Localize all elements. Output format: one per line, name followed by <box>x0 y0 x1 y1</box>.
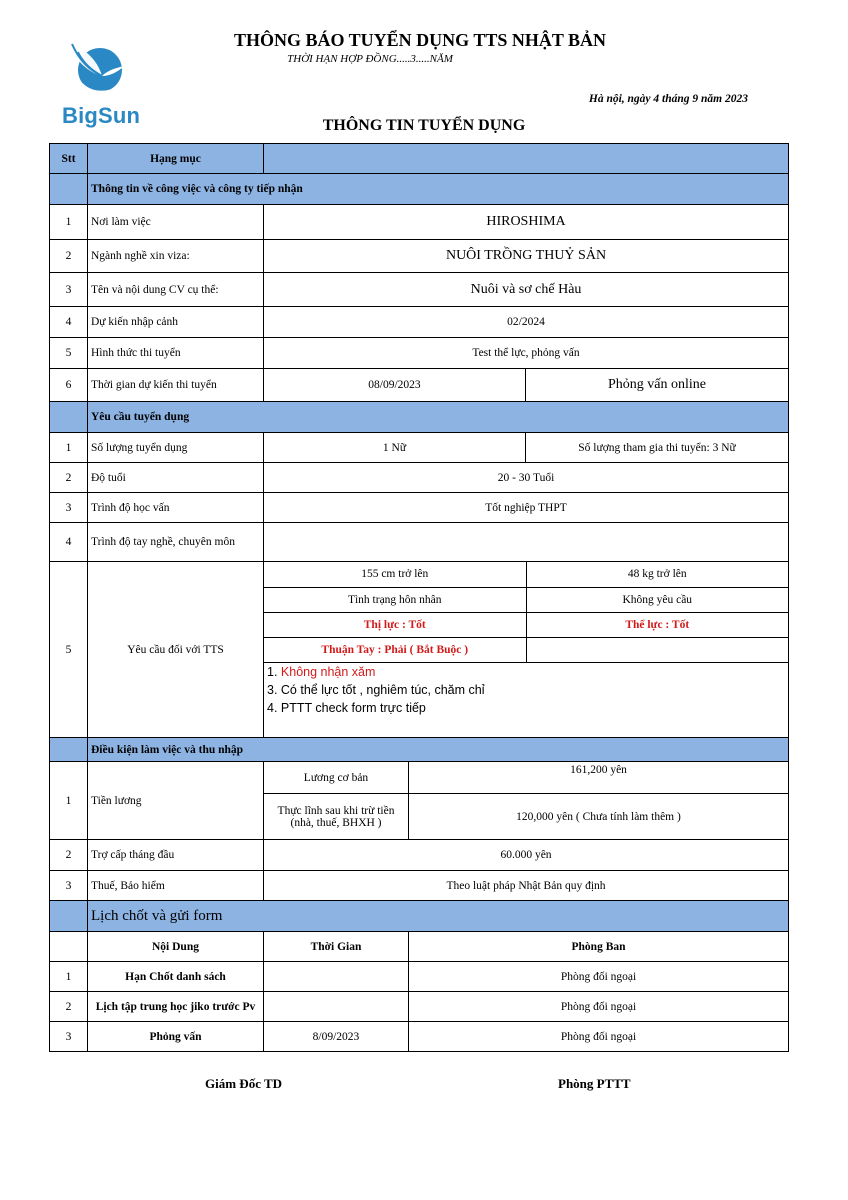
row-value: 02/2024 <box>264 307 789 338</box>
row-label: Độ tuổi <box>88 463 264 493</box>
row-no: 6 <box>50 369 88 402</box>
table-row <box>50 493 789 523</box>
row-no: 3 <box>50 493 88 523</box>
row-value: 1 Nữ <box>264 433 526 463</box>
header-item: Hạng mục <box>88 144 264 174</box>
row-value-2: Phỏng vấn online <box>526 369 789 402</box>
row-no: 5 <box>50 562 88 738</box>
schedule-dept: Phòng đối ngoại <box>409 1022 789 1052</box>
schedule-row <box>50 992 789 1022</box>
header-stt: Stt <box>50 144 88 174</box>
table-row <box>50 240 789 273</box>
section-row <box>50 402 789 433</box>
marital-value: Không yêu cầu <box>526 587 788 612</box>
tts-requirements <box>264 562 788 737</box>
row-label: Trình độ tay nghề, chuyên môn <box>88 523 264 562</box>
row-label: Yêu cầu đối với TTS <box>88 562 264 738</box>
section-title: Thông tin về công việc và công ty tiếp nhận <box>88 174 789 205</box>
page-title: THÔNG BÁO TUYỂN DỤNG TTS NHẬT BẢN <box>233 30 607 50</box>
row-label: Nơi làm việc <box>88 205 264 240</box>
table-row <box>50 433 789 463</box>
row-label: Tên và nội dung CV cụ thể: <box>88 273 264 307</box>
marital-label: Tình trạng hôn nhân <box>264 587 526 612</box>
schedule-dept: Phòng đối ngoại <box>409 992 789 1022</box>
section-heading: THÔNG TIN TUYỂN DỤNG <box>322 117 526 134</box>
schedule-time <box>264 962 409 992</box>
row-label: Trình độ học vấn <box>88 493 264 523</box>
row-value: 08/09/2023 <box>264 369 526 402</box>
row-value: Tốt nghiệp THPT <box>264 493 789 523</box>
handedness-requirement: Thuận Tay : Phải ( Bắt Buộc ) <box>264 637 526 662</box>
row-no: 1 <box>50 962 88 992</box>
table-row <box>50 369 789 402</box>
schedule-row <box>50 962 789 992</box>
net-salary-value: 120,000 yên ( Chưa tính làm thêm ) <box>409 794 789 840</box>
schedule-header-dept: Phòng Ban <box>409 932 789 962</box>
row-label: Trợ cấp tháng đầu <box>88 840 264 871</box>
row-no: 3 <box>50 273 88 307</box>
row-no: 4 <box>50 307 88 338</box>
row-value: 20 - 30 Tuổi <box>264 463 789 493</box>
table-row <box>50 871 789 901</box>
schedule-time <box>264 992 409 1022</box>
row-no: 5 <box>50 338 88 369</box>
row-no: 1 <box>50 762 88 840</box>
row-value: Nuôi và sơ chế Hàu <box>264 273 789 307</box>
requirement-item: 4. PTTT check form trực tiếp <box>267 700 426 715</box>
schedule-content: Hạn Chốt danh sách <box>88 962 264 992</box>
weight-requirement: 48 kg trở lên <box>526 562 788 587</box>
row-no: 4 <box>50 523 88 562</box>
table-row <box>50 205 789 240</box>
row-no: 2 <box>50 840 88 871</box>
section-title: Yêu cầu tuyển dụng <box>88 402 789 433</box>
section-row <box>50 174 789 205</box>
row-no: 2 <box>50 240 88 273</box>
table-row <box>50 762 789 794</box>
header-blank <box>264 144 789 174</box>
base-salary-label: Lương cơ bản <box>264 762 409 794</box>
row-label: Thời gian dự kiến thi tuyển <box>88 369 264 402</box>
schedule-content: Lịch tập trung học jiko trước Pv <box>88 992 264 1022</box>
table-row <box>50 562 789 738</box>
requirements-list: 1. Không nhận xăm 3. Có thể lực tốt , nghiêm túc, chăm chỉ 4. PTTT check form trực tiếp <box>264 662 788 737</box>
schedule-row <box>50 1022 789 1052</box>
signature-department: Phòng PTTT <box>558 1076 631 1091</box>
schedule-header-row <box>50 932 789 962</box>
row-no: 1 <box>50 433 88 463</box>
recruitment-table <box>49 143 789 1052</box>
table-row <box>50 307 789 338</box>
row-no: 3 <box>50 871 88 901</box>
row-no: 2 <box>50 463 88 493</box>
table-row <box>50 463 789 493</box>
row-value: NUÔI TRỒNG THUỶ SẢN <box>264 240 789 273</box>
fitness-requirement: Thể lực : Tốt <box>526 612 788 637</box>
height-requirement: 155 cm trở lên <box>264 562 526 587</box>
row-value: HIROSHIMA <box>264 205 789 240</box>
section-row <box>50 738 789 762</box>
section-title: Điều kiện làm việc và thu nhập <box>88 738 789 762</box>
table-row <box>50 523 789 562</box>
row-value: Theo luật pháp Nhật Bản quy định <box>264 871 789 901</box>
row-label: Tiền lương <box>88 762 264 840</box>
section-row <box>50 901 789 932</box>
base-salary-value: 161,200 yên <box>409 762 789 794</box>
table-row <box>50 840 789 871</box>
row-label: Hình thức thi tuyển <box>88 338 264 369</box>
table-header-row <box>50 144 789 174</box>
row-value: Test thể lực, phỏng vấn <box>264 338 789 369</box>
row-no: 1 <box>50 205 88 240</box>
row-label: Thuế, Bảo hiểm <box>88 871 264 901</box>
logo-text: BigSun <box>62 103 141 128</box>
row-value: 60.000 yên <box>264 840 789 871</box>
eyesight-requirement: Thị lực : Tốt <box>264 612 526 637</box>
schedule-content: Phỏng vấn <box>88 1022 264 1052</box>
signature-director: Giám Đốc TD <box>205 1076 283 1091</box>
schedule-dept: Phòng đối ngoại <box>409 962 789 992</box>
table-row <box>50 273 789 307</box>
schedule-header-time: Thời Gian <box>264 932 409 962</box>
section-title: Lịch chốt và gửi form <box>88 901 789 932</box>
row-label: Dự kiến nhập cảnh <box>88 307 264 338</box>
row-label: Số lượng tuyển dụng <box>88 433 264 463</box>
no-tattoo-requirement: Không nhận xăm <box>280 664 376 679</box>
row-no: 2 <box>50 992 88 1022</box>
row-value-2: Số lượng tham gia thi tuyển: 3 Nữ <box>526 433 789 463</box>
schedule-header-content: Nội Dung <box>88 932 264 962</box>
row-label: Ngành nghề xin viza: <box>88 240 264 273</box>
contract-term: THỜI HẠN HỢP ĐỒNG.....3.....NĂM <box>287 53 453 65</box>
document-date: Hà nội, ngày 4 tháng 9 năm 2023 <box>588 93 748 105</box>
requirement-item: 3. Có thể lực tốt , nghiêm túc, chăm chỉ <box>267 682 485 697</box>
table-row <box>50 338 789 369</box>
row-no: 3 <box>50 1022 88 1052</box>
net-salary-label: Thực lĩnh sau khi trừ tiền (nhà, thuế, BHXH ) <box>264 794 409 840</box>
schedule-time: 8/09/2023 <box>264 1022 409 1052</box>
